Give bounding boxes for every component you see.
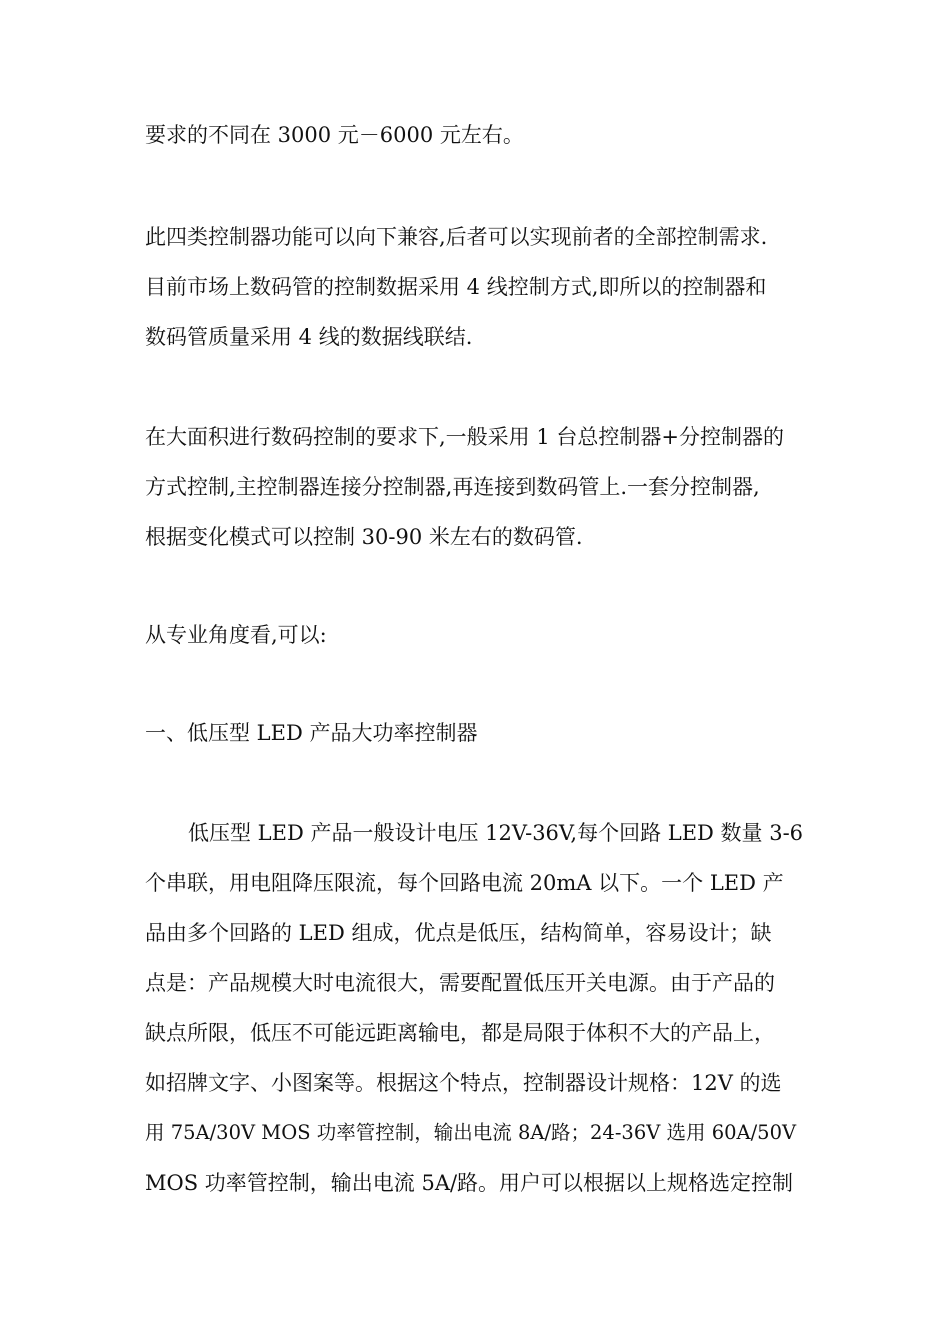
paragraph-line: 在大面积进行数码控制的要求下,一般采用 1 台总控制器+分控制器的 [145,425,784,449]
paragraph-line: 根据变化模式可以控制 30-90 米左右的数码管. [145,525,583,549]
paragraph-line: MOS 功率管控制，输出电流 5A/路。用户可以根据以上规格选定控制 [145,1171,794,1195]
paragraph-line: 点是：产品规模大时电流很大，需要配置低压开关电源。由于产品的 [145,971,775,995]
paragraph-line: 品由多个回路的 LED 组成，优点是低压，结构简单，容易设计；缺 [145,921,772,945]
paragraph-line: 此四类控制器功能可以向下兼容,后者可以实现前者的全部控制需求. [145,225,768,249]
paragraph-line: 要求的不同在 3000 元－6000 元左右。 [145,123,524,147]
paragraph-line: 低压型 LED 产品一般设计电压 12V-36V,每个回路 LED 数量 3-6 [188,821,804,845]
paragraph-line: 如招牌文字、小图案等。根据这个特点，控制器设计规格：12V 的选 [145,1071,782,1095]
paragraph-line: 个串联，用电阻降压限流，每个回路电流 20mA 以下。一个 LED 产 [145,871,784,895]
paragraph-line: 用 75A/30V MOS 功率管控制，输出电流 8A/路；24-36V 选用 60A/50V [145,1121,797,1144]
paragraph-line: 数码管质量采用 4 线的数据线联结. [145,325,473,349]
paragraph-line: 目前市场上数码管的控制数据采用 4 线控制方式,即所以的控制器和 [145,275,767,299]
paragraph-line: 从专业角度看,可以: [145,623,327,647]
paragraph-line: 缺点所限，低压不可能远距离输电，都是局限于体积不大的产品上， [145,1021,775,1045]
paragraph-line: 方式控制,主控制器连接分控制器,再连接到数码管上.一套分控制器, [145,475,760,499]
section-heading: 一、低压型 LED 产品大功率控制器 [145,721,478,745]
